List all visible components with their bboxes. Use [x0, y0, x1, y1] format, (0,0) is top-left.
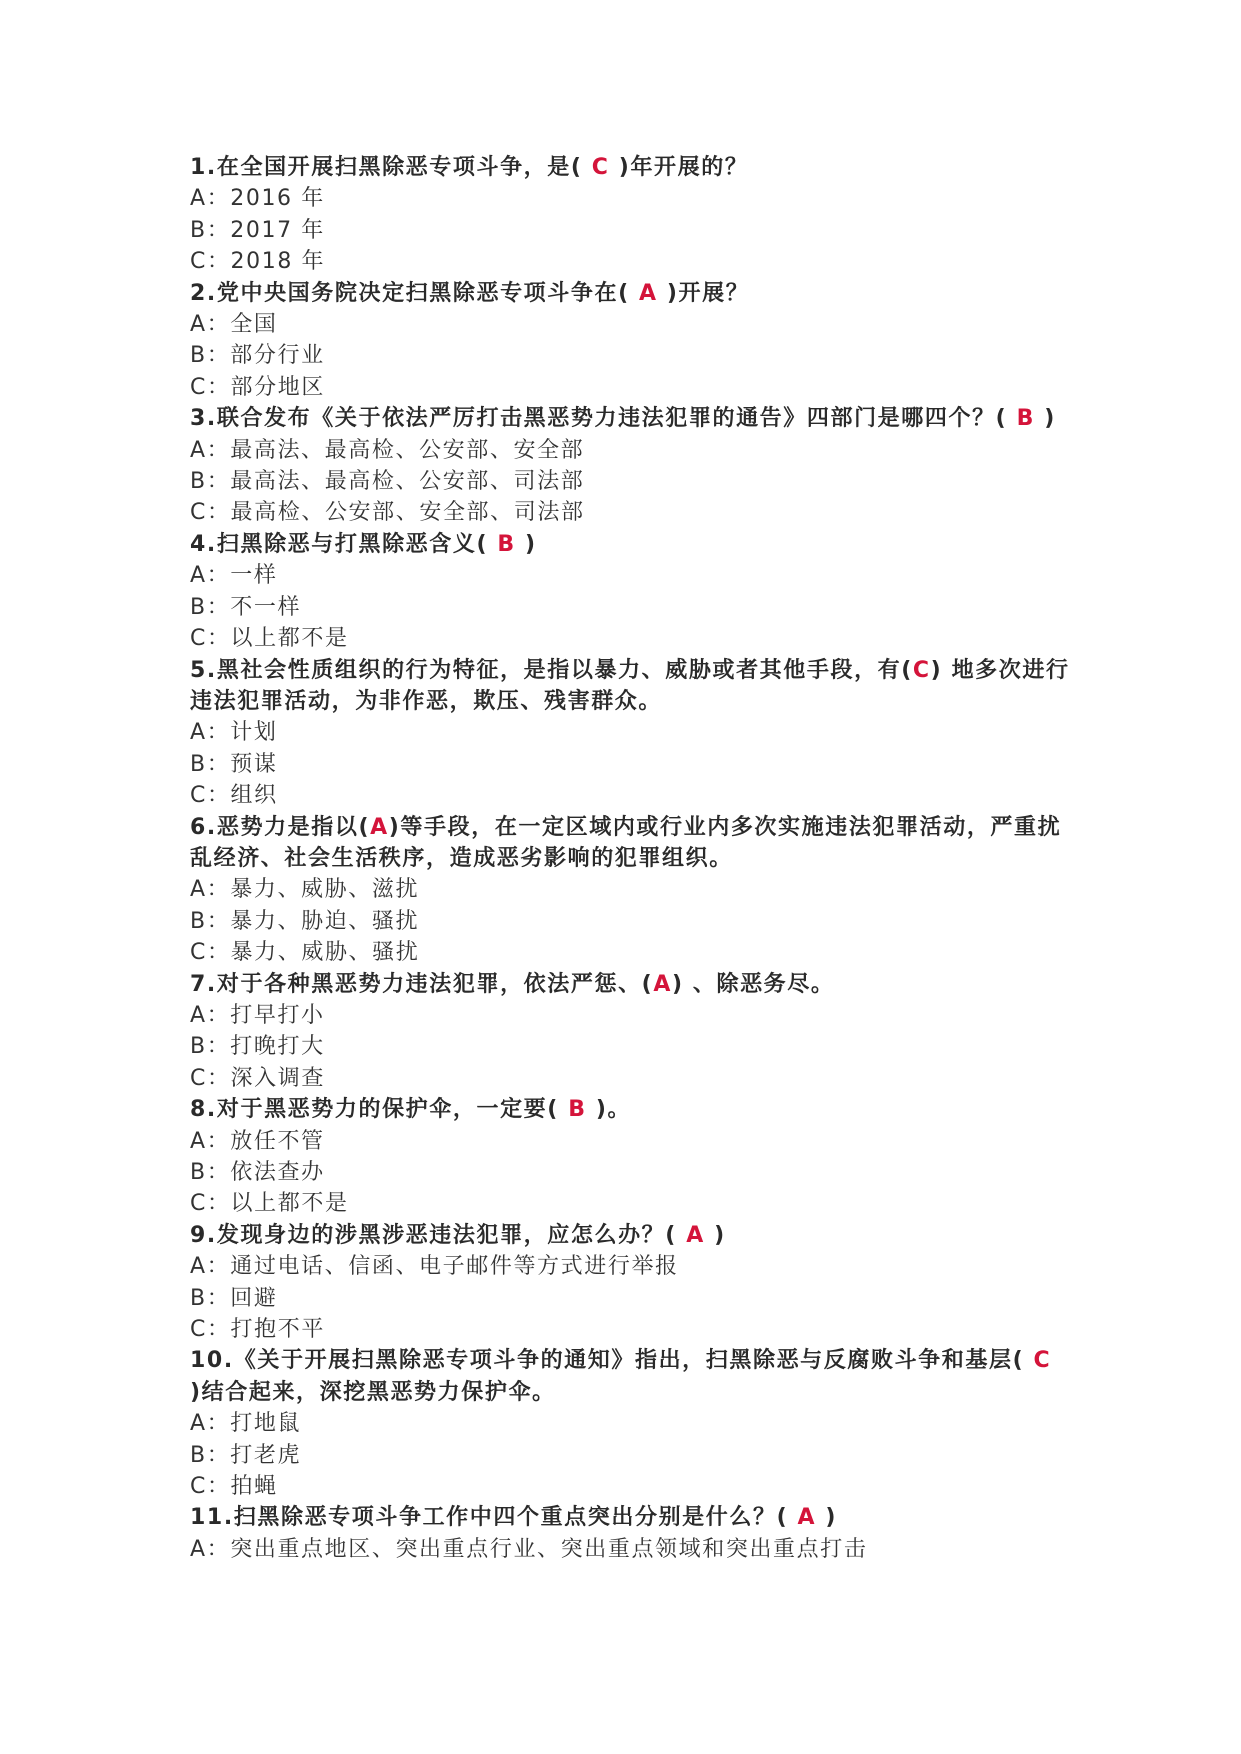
question-text: [190, 278, 1070, 309]
question-stem: 6.恶势力是指以(: [190, 814, 371, 840]
option-item: C：以上都不是: [190, 1191, 349, 1217]
answer-letter: A: [686, 1222, 705, 1248]
question-block: [190, 403, 1070, 529]
question-stem: 9.发现身边的涉黑涉恶违法犯罪，应怎么办？(: [190, 1222, 687, 1248]
answer-letter: C: [1033, 1348, 1052, 1374]
option-item: C：组织: [190, 783, 278, 809]
question-tail: ): [515, 531, 537, 557]
option-item: B：预谋: [190, 751, 278, 777]
answer-letter: C: [591, 155, 610, 180]
answer-letter: A: [370, 814, 389, 840]
answer-letter: A: [638, 280, 658, 306]
question-text: [190, 529, 1070, 560]
option-item: A：放任不管: [190, 1128, 325, 1154]
option-item: A：暴力、威胁、滋扰: [190, 877, 420, 903]
answer-letter: A: [653, 971, 672, 997]
option-item: A：突出重点地区、突出重点行业、突出重点领域和突出重点打击: [190, 1536, 868, 1562]
answer-letter: B: [1016, 406, 1035, 432]
question-block: [190, 1345, 1070, 1502]
option-item: B：不一样: [190, 594, 302, 620]
question-block: [190, 529, 1070, 655]
option-item: B：回避: [190, 1285, 278, 1311]
option-item: A：一样: [190, 563, 278, 589]
option-item: A：2016 年: [190, 186, 325, 212]
answer-letter: B: [568, 1097, 587, 1123]
option-item: C：最高检、公安部、安全部、司法部: [190, 500, 585, 526]
option-item: C：深入调查: [190, 1065, 325, 1091]
question-stem: 10.《关于开展扫黑除恶专项斗争的通知》指出，扫黑除恶与反腐败斗争和基层(: [190, 1348, 1034, 1374]
answer-letter: C: [912, 657, 931, 683]
option-item: A：最高法、最高检、公安部、安全部: [190, 437, 585, 463]
question-stem: 11.扫黑除恶专项斗争工作中四个重点突出分别是什么？(: [190, 1505, 798, 1531]
question-block: [190, 1502, 1070, 1565]
question-text: [190, 1094, 1070, 1125]
question-tail: ): [1034, 406, 1056, 432]
option-item: C：拍蝇: [190, 1474, 278, 1500]
question-text: [190, 969, 1070, 1000]
question-tail: )等手段，在一定区域内或行业内多次实施违法犯罪活动，严重扰乱经济、社会生活秩序，造成恶劣影响的犯罪组织。: [190, 814, 1062, 871]
option-item: C：部分地区: [190, 374, 325, 400]
option-item: A：打早打小: [190, 1002, 325, 1028]
question-tail: )。: [586, 1097, 632, 1123]
option-item: C：打抱不平: [190, 1317, 325, 1343]
question-text: [190, 1502, 1070, 1533]
question-block: [190, 655, 1070, 812]
question-tail: )开展？: [657, 280, 750, 306]
question-text: [190, 812, 1070, 875]
question-tail: )结合起来，深挖黑恶势力保护伞。: [190, 1379, 556, 1405]
option-item: B：部分行业: [190, 343, 325, 369]
option-item: A：计划: [190, 720, 278, 746]
question-block: [190, 812, 1070, 969]
question-stem: 1.在全国开展扫黑除恶专项斗争，是(: [190, 155, 592, 180]
question-tail: ) 、除恶务尽。: [671, 971, 835, 997]
option-item: B：打老虎: [190, 1442, 302, 1468]
question-block: [190, 969, 1070, 1095]
question-block: [190, 1094, 1070, 1220]
option-item: A：通过电话、信函、电子邮件等方式进行举报: [190, 1254, 679, 1280]
question-tail: )年开展的？: [609, 155, 749, 180]
question-stem: 3.联合发布《关于依法严厉打击黑恶势力违法犯罪的通告》四部门是哪四个？(: [190, 406, 1017, 432]
question-stem: 4.扫黑除恶与打黑除恶含义(: [190, 531, 498, 557]
answer-letter: B: [497, 531, 516, 557]
option-item: B：暴力、胁迫、骚扰: [190, 908, 420, 934]
option-item: B：2017 年: [190, 217, 325, 243]
question-block: [190, 278, 1070, 404]
question-text: [190, 1345, 1070, 1408]
option-item: B：最高法、最高检、公安部、司法部: [190, 469, 585, 495]
question-text: [190, 403, 1070, 434]
question-text: [190, 152, 1070, 183]
option-item: C：以上都不是: [190, 626, 349, 652]
question-text: [190, 1220, 1070, 1251]
option-item: B：打晚打大: [190, 1034, 325, 1060]
question-stem: 2.党中央国务院决定扫黑除恶专项斗争在(: [190, 280, 639, 306]
question-tail: ): [816, 1505, 838, 1531]
question-stem: 7.对于各种黑恶势力违法犯罪，依法严惩、(: [190, 971, 654, 997]
question-block: [190, 1220, 1070, 1346]
question-tail: ): [704, 1222, 726, 1248]
question-stem: 5.黑社会性质组织的行为特征，是指以暴力、威胁或者其他手段，有(: [190, 657, 913, 683]
option-item: A：全国: [190, 312, 278, 338]
quiz-document: [190, 152, 1070, 1565]
question-text: [190, 655, 1070, 718]
question-block: [190, 152, 1070, 278]
option-item: B：依法查办: [190, 1160, 325, 1185]
question-tail: ) 地多次进行违法犯罪活动，为非作恶，欺压、残害群众。: [190, 657, 1070, 714]
answer-letter: A: [797, 1505, 817, 1531]
option-item: A：打地鼠: [190, 1411, 302, 1437]
option-item: C：暴力、威胁、骚扰: [190, 940, 420, 966]
option-item: C：2018 年: [190, 249, 326, 275]
question-stem: 8.对于黑恶势力的保护伞，一定要(: [190, 1097, 569, 1123]
